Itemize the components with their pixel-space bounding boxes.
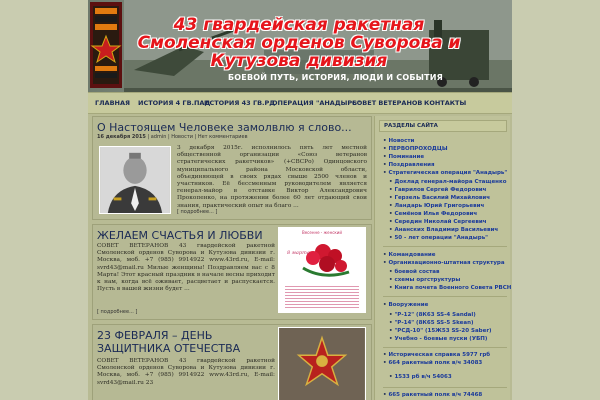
sidebar-sublink[interactable]: • 1533 рб в/ч 54063 [389, 374, 452, 380]
sidebar-sublink[interactable]: • Доклад генерал-майора Стащенко [389, 179, 507, 185]
header-banner [88, 0, 512, 92]
nav-item-history-43[interactable]: ИСТОРИЯ 43 ГВ.РД [204, 99, 276, 107]
read-more-link[interactable]: [ подробнее... ] [177, 209, 218, 215]
sidebar-link-label: Командование [388, 252, 436, 258]
sidebar-link-label: Поминание [388, 154, 425, 160]
sidebar-link-memorial[interactable]: • Поминание [383, 154, 425, 160]
guards-emblem-icon [90, 2, 122, 88]
sidebar-link-label: Книга почета Военного Совета РВСН [394, 285, 512, 291]
sidebar-link-regiment-664[interactable]: • 664 ракетный полк в/ч 34083 [383, 360, 483, 366]
sidebar-link-label: Гаврилов Сергей Федорович [394, 187, 487, 193]
card-caption: Весенне - женский [301, 230, 343, 235]
content-column [92, 116, 372, 400]
post-date: 16 декабря 2015 [97, 134, 146, 140]
svg-text:8 марта: 8 марта [287, 250, 310, 256]
sidebar-link-label: 1533 рб в/ч 54063 [394, 374, 452, 380]
sidebar [374, 116, 510, 400]
greeting-card-image[interactable] [278, 227, 366, 313]
sidebar-link-label: Семёнов Илья Федорович [394, 211, 478, 217]
sidebar-title: РАЗДЕЛЫ САЙТА [379, 120, 507, 132]
sidebar-link-weapons[interactable]: • Вооружение [383, 302, 429, 308]
sidebar-sublink[interactable]: • Ландарь Юрий Григорьевич [389, 203, 485, 209]
post-excerpt: СОВЕТ ВЕТЕРАНОВ 43 гвардейской ракетной Смоленской орденов Суворова и Кутузова дивизии г. Москва, моб. +7 (985) 9914922 www.43rd.ru, E-mail: svrd43@mail.ru 23 [97, 358, 275, 386]
main-nav [88, 92, 512, 114]
post-3 [92, 324, 372, 400]
sidebar-link-news[interactable]: • Новости [383, 138, 415, 144]
sidebar-sublink[interactable]: • Учебно - боевые пуски (УБП) [389, 336, 488, 342]
sidebar-link-label: "Р-14" (8К65 SS-5 Skean) [394, 320, 474, 326]
sidebar-link-label: Вооружение [388, 302, 429, 308]
nav-item-veterans[interactable]: СОВЕТ ВЕТЕРАНОВ [352, 99, 423, 107]
post-title[interactable]: 23 ФЕВРАЛЯ – ДЕНЬ ЗАЩИТНИКА ОТЕЧЕСТВА [97, 329, 241, 355]
sidebar-sublink[interactable]: • боевой состав [389, 269, 440, 275]
sidebar-link-label: 50 - лет операции "Анадырь" [394, 235, 489, 241]
sidebar-link-regiment-665[interactable]: • 665 ракетный полк в/ч 74468 [383, 392, 483, 398]
sidebar-link-label: Историческая справка 5977 грб [388, 352, 491, 358]
nav-item-home[interactable]: ГЛАВНАЯ [95, 99, 131, 107]
sidebar-link-label: Стратегическая операция "Анадырь" [388, 170, 508, 176]
sidebar-link-command[interactable]: • Командование [383, 252, 436, 258]
sidebar-divider [383, 387, 507, 388]
sidebar-link-label: схемы оргструктуры [394, 277, 461, 283]
post-excerpt: 3 декабря 2015г. исполнилось пять лет местной общественной организации «Союз ветеранов стратегических ракетчиков» (+СВСРо) Одинцовского муниципального района Московской области, объединяющей в своих рядах свыше 2500 членов и участников. Её бессменным руководителем является генерал-майор в отставке Виктор Александрович Прокопенко, на протяжении более 60 лет отдающий свои знания, практический опыт на благо ... [177, 145, 367, 209]
sidebar-divider [383, 296, 507, 297]
card-text-lines [285, 286, 359, 310]
nav-item-contacts[interactable]: КОНТАКТЫ [424, 99, 467, 107]
sidebar-link-label: Новости [388, 138, 415, 144]
sidebar-sublink[interactable]: • "Р-14" (8К65 SS-5 Skean) [389, 320, 474, 326]
sidebar-link-label: Середин Николай Сергеевич [394, 219, 487, 225]
sidebar-link-greetings[interactable]: • Поздравления [383, 162, 435, 168]
sidebar-link-label: Организационно-штатная структура [388, 260, 505, 266]
roses-icon [283, 238, 361, 282]
sidebar-link-label: Герзель Василий Михайлович [394, 195, 490, 201]
sidebar-link-label: "РСД-10" (15Ж53 SS-20 Saber) [394, 328, 492, 334]
read-more-link[interactable]: [ подробнее... ] [97, 309, 138, 315]
sidebar-sublink[interactable]: • Герзель Василий Михайлович [389, 195, 490, 201]
sidebar-link-label: Поздравления [388, 162, 435, 168]
sidebar-link-label: боевой состав [394, 269, 440, 275]
post-title[interactable]: О Настоящем Человеке замолвлю я слово... [97, 121, 352, 134]
sidebar-link-history-note[interactable]: • Историческая справка 5977 грб [383, 352, 491, 358]
post-meta [97, 134, 248, 140]
sidebar-link-label: 664 ракетный полк в/ч 34083 [388, 360, 483, 366]
post-meta-rest[interactable]: | admin | Новости | Нет комментариев [147, 134, 248, 140]
post-2 [92, 224, 372, 320]
post-title[interactable]: ЖЕЛАЕМ СЧАСТЬЯ И ЛЮБВИ [97, 229, 263, 242]
nav-item-anadyr[interactable]: ОПЕРАЦИЯ "АНАДЫРЬ" [272, 99, 361, 107]
sidebar-link-label: Доклад генерал-майора Стащенко [394, 179, 507, 185]
sidebar-sublink[interactable]: • 50 - лет операции "Анадырь" [389, 235, 489, 241]
red-star-medal-icon[interactable] [278, 327, 366, 400]
sidebar-sublink[interactable]: • Книга почета Военного Совета РВСН [389, 285, 512, 291]
site-title[interactable]: 43 гвардейская ракетная Смоленская орденов Суворова и Кутузова дивизия [137, 15, 461, 71]
portrait-photo-icon[interactable] [99, 146, 171, 214]
sidebar-sublink[interactable]: • Ананских Владимир Васильевич [389, 227, 499, 233]
site-subtitle: БОЕВОЙ ПУТЬ, ИСТОРИЯ, ЛЮДИ И СОБЫТИЯ [228, 73, 444, 82]
page-wrapper [88, 0, 512, 400]
sidebar-sublink[interactable]: • "Р-12" (8К63 SS-4 Sandal) [389, 312, 476, 318]
sidebar-divider [383, 347, 507, 348]
sidebar-sublink[interactable]: • Семёнов Илья Федорович [389, 211, 478, 217]
sidebar-link-label: Ландарь Юрий Григорьевич [394, 203, 485, 209]
post-excerpt: СОВЕТ ВЕТЕРАНОВ 43 гвардейской ракетной Смоленской орденов Суворова и Кутузова дивизии г. Москва, моб. +7 (985) 9914922 www.43rd.ru, E-mail: svrd43@mail.ru Милые женщины! Поздравляем вас с 8 Марта! Этот красный праздник в начале весны приходит к нам, когда всё оживает, расцветает и распускается. Пусть в вашей жизни будет ... [97, 243, 275, 293]
sidebar-sublink[interactable]: • схемы оргструктуры [389, 277, 461, 283]
sidebar-link-label: Ананских Владимир Васильевич [394, 227, 499, 233]
sidebar-link-structure[interactable]: • Организационно-штатная структура [383, 260, 505, 266]
sidebar-divider [383, 246, 507, 247]
sidebar-link-pioneers[interactable]: • ПЕРВОПРОХОДЦЫ [383, 146, 448, 152]
sidebar-link-label: "Р-12" (8К63 SS-4 Sandal) [394, 312, 476, 318]
sidebar-link-label: ПЕРВОПРОХОДЦЫ [388, 146, 448, 152]
sidebar-sublink[interactable]: • Середин Николай Сергеевич [389, 219, 487, 225]
sidebar-link-anadyr[interactable]: • Стратегическая операция "Анадырь" [383, 170, 508, 176]
post-1 [92, 116, 372, 220]
nav-item-history-4[interactable]: ИСТОРИЯ 4 ГВ.ПАД [138, 99, 211, 107]
sidebar-link-label: 665 ракетный полк в/ч 74468 [388, 392, 483, 398]
sidebar-sublink[interactable]: • Гаврилов Сергей Федорович [389, 187, 487, 193]
sidebar-link-label: Учебно - боевые пуски (УБП) [394, 336, 488, 342]
sidebar-sublink[interactable]: • "РСД-10" (15Ж53 SS-20 Saber) [389, 328, 492, 334]
